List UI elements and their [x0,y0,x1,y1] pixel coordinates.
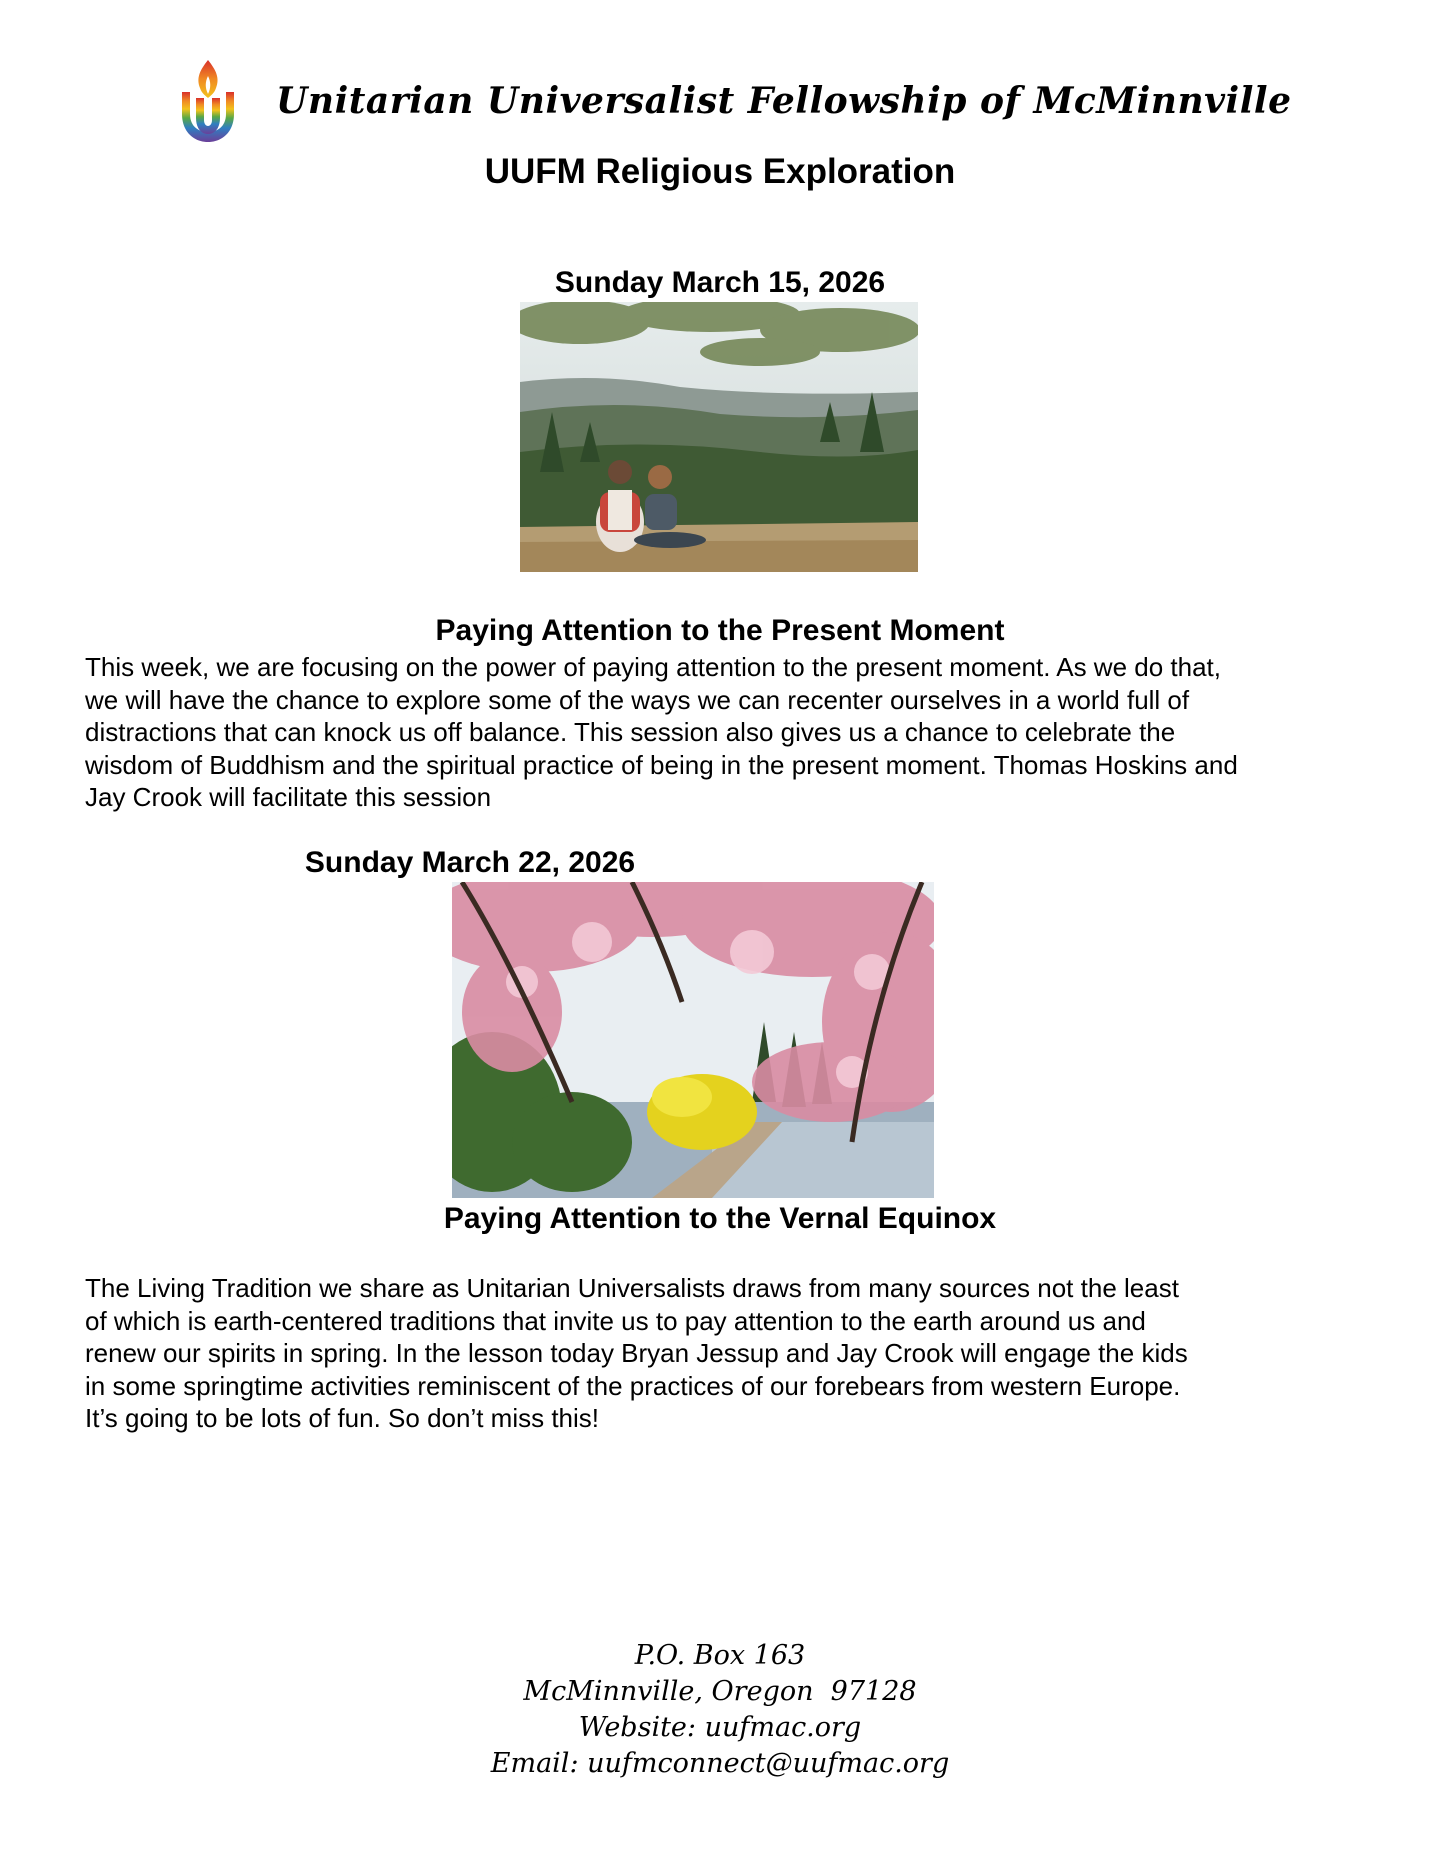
footer-city: McMinnville, Oregon 97128 [523,1676,917,1707]
org-name: Unitarian Universalist Fellowship of McMinnville [276,80,1292,122]
session-2-body-line: It’s going to be lots of fun. So don’t miss this! [85,1403,600,1433]
session-2-body-line: of which is earth-centered traditions that invite us to pay attention to the earth around us and [85,1305,1146,1336]
footer-website: Website: uufmac.org [578,1712,862,1743]
meditation-photo [520,302,918,572]
session-1-title: Paying Attention to the Present Moment [435,614,1005,647]
session-1-body [85,651,1238,814]
footer-po-box: P.O. Box 163 [634,1640,806,1671]
footer-contact [0,1638,1440,1782]
session-2-title: Paying Attention to the Vernal Equinox [443,1202,997,1235]
session-2-body-line: in some springtime activities reminiscent of the practices of our forebears from western Europe. [85,1370,1181,1401]
session-1-body-line: Jay Crook will facilitate this session [85,782,492,812]
session-2-body-line: renew our spirits in spring. In the lesson today Bryan Jessup and Jay Crook will engage the kids [85,1338,1188,1368]
session-2-date: Sunday March 22, 2026 [304,846,636,879]
session-1-body-line: we will have the chance to explore some of the ways we can recenter ourselves in a world full of [85,684,1190,715]
session-2-body-line: The Living Tradition we share as Unitarian Universalists draws from many sources not the least [85,1273,1179,1303]
footer-email: Email: uufmconnect@uufmac.org [490,1748,950,1779]
page-title: UUFM Religious Exploration [484,152,956,191]
session-1-date: Sunday March 15, 2026 [554,266,886,299]
spring-blossom-photo [452,882,934,1198]
session-2-body [85,1272,1188,1435]
chalice-logo-icon [178,58,238,144]
session-1-body-line: wisdom of Buddhism and the spiritual practice of being in the present moment. Thomas Hoskins and [85,749,1238,780]
session-1-body-line: distractions that can knock us off balance. This session also gives us a chance to celebrate the [85,717,1176,747]
session-1-body-line: This week, we are focusing on the power of paying attention to the present moment. As we do that, [85,652,1221,682]
